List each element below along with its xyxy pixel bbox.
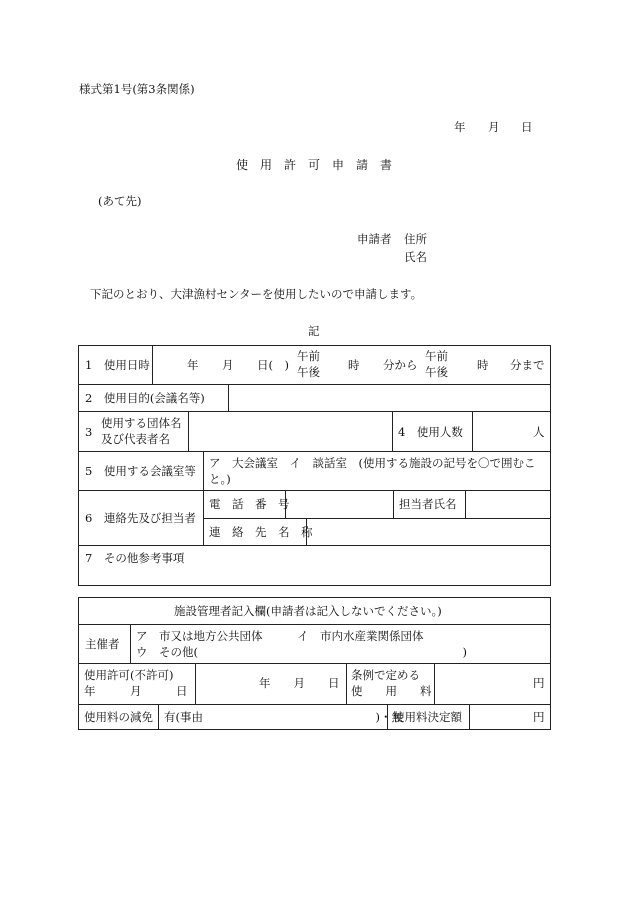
org-name-label-2: 及び代表者名 <box>101 432 170 446</box>
rule <box>78 545 551 546</box>
row1-am2: 午前 <box>425 349 448 363</box>
rule <box>78 663 551 664</box>
page-title: 使 用 許 可 申 請 書 <box>236 158 393 172</box>
rule <box>203 451 204 545</box>
row1-year: 年 <box>187 358 199 372</box>
usage-datetime-label: 1 使用日時 <box>85 358 150 372</box>
date-year: 年 <box>454 120 466 134</box>
rule <box>78 411 551 412</box>
ki-label: 記 <box>308 324 320 338</box>
rule <box>228 384 229 411</box>
rule <box>203 518 551 519</box>
form-number: 様式第1号(第3条関係) <box>79 82 195 96</box>
row1-hour2: 時 <box>477 358 489 372</box>
row1-pm: 午後 <box>297 365 320 379</box>
rule <box>393 490 394 518</box>
applicant-label: 申請者 <box>357 232 392 246</box>
row1-am: 午前 <box>297 349 320 363</box>
rule <box>152 345 153 384</box>
reduction-content: 有(事由 )・無 <box>164 710 403 724</box>
rule <box>78 624 551 625</box>
usage-purpose-label: 2 使用目的(会議名等) <box>85 391 205 405</box>
org-name-label-1: 使用する団体名 <box>101 416 182 430</box>
rule <box>130 624 131 663</box>
attendee-count-label: 4 使用人数 <box>398 425 463 439</box>
date-month: 月 <box>488 120 500 134</box>
notes-label: 7 その他参考事項 <box>85 551 185 565</box>
reduction-label: 使用料の減免 <box>84 710 153 724</box>
attendee-unit: 人 <box>533 425 545 439</box>
applicant-address: 住所 <box>404 232 427 246</box>
fee-decided-label: 使用料決定額 <box>393 710 462 724</box>
contact-label: 6 連絡先及び担当者 <box>85 511 196 525</box>
rule <box>188 411 189 451</box>
phone-label: 電 話 番 号 <box>209 497 290 511</box>
rule <box>469 704 470 730</box>
rule <box>346 663 347 704</box>
admin-header: 施設管理者記入欄(申請者は記入しないでください。) <box>174 604 442 618</box>
addressee: (あて先) <box>98 194 142 208</box>
row1-to: 分まで <box>510 358 545 372</box>
permit-date: 年 月 日 <box>84 684 188 698</box>
fee-label-2: 使 用 料 <box>351 684 432 698</box>
row1-month: 月 <box>222 358 234 372</box>
rule <box>158 704 159 730</box>
fee-label-1: 条例で定める <box>351 668 420 682</box>
row1-pm2: 午後 <box>425 365 448 379</box>
permit-label: 使用許可(不許可) <box>84 668 174 682</box>
rule <box>392 411 393 451</box>
rule <box>195 663 196 704</box>
organizer-line-2: ウ その他( ) <box>136 645 467 659</box>
fee-decided-yen: 円 <box>533 710 545 724</box>
rule <box>78 451 551 452</box>
row1-day: 日( ) <box>257 358 289 372</box>
organizer-line-1: ア 市又は地方公共団体 イ 市内水産業関係団体 <box>136 629 424 643</box>
contact-name-label: 連 絡 先 名 称 <box>209 525 313 539</box>
rule <box>78 384 551 385</box>
person-label: 担当者氏名 <box>399 497 457 511</box>
intro-text: 下記のとおり、大津漁村センターを使用したいので申請します。 <box>90 287 423 301</box>
organizer-label: 主催者 <box>85 637 120 651</box>
applicant-name: 氏名 <box>404 250 427 264</box>
rule <box>78 490 551 491</box>
rule <box>78 704 551 705</box>
row3-num: 3 <box>85 425 93 439</box>
permit-mid-date: 年 月 日 <box>259 676 340 690</box>
rule <box>472 411 473 451</box>
room-options: ア 大会議室 イ 談話室 (使用する施設の記号を〇で囲むこと。) <box>209 456 536 486</box>
row1-from: 分から <box>383 358 418 372</box>
rule <box>465 490 466 518</box>
rule <box>434 663 435 704</box>
date-day: 日 <box>521 120 533 134</box>
fee-yen: 円 <box>533 676 545 690</box>
room-label: 5 使用する会議室等 <box>85 464 196 478</box>
row1-hour: 時 <box>348 358 360 372</box>
